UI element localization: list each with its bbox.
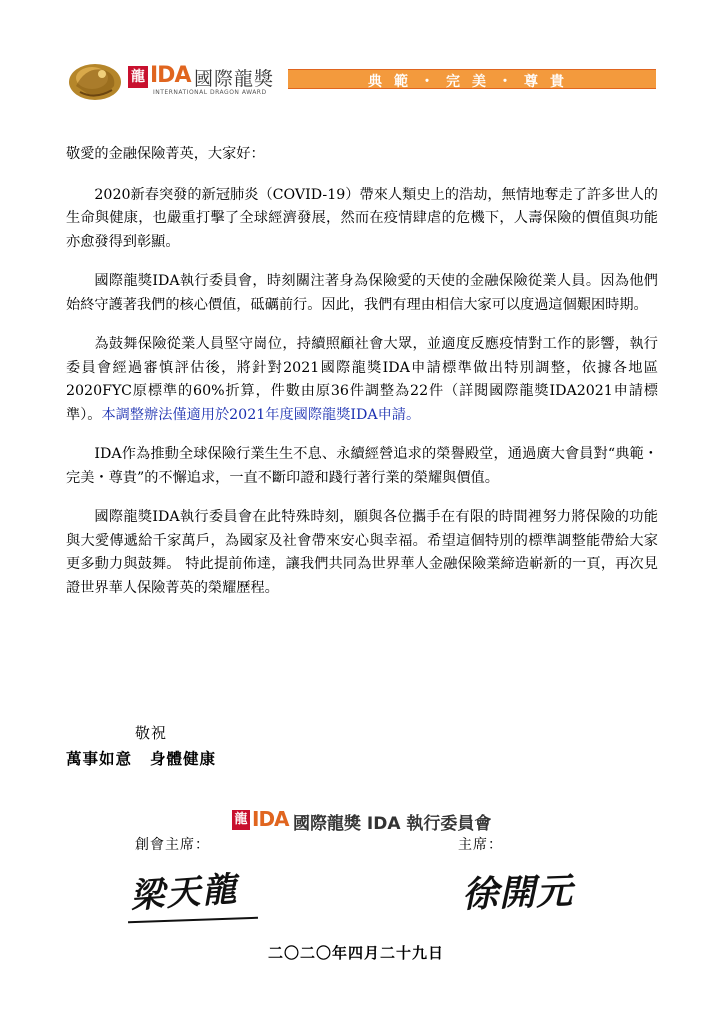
chair-signature: 徐開元 — [461, 870, 574, 916]
paragraph-3-highlight: 本調整辦法僅適用於2021年度國際龍獎IDA申請。 — [101, 406, 421, 423]
salutation: 敬愛的金融保險菁英，大家好： — [66, 146, 265, 162]
paragraph-4: IDA作為推動全球保險行業生生不息、永續經營追求的榮譽殿堂，通過廣大會員對“典範・完美・尊貴”的不懈追求，一直不斷印證和踐行著行業的榮耀與價值。 — [66, 446, 658, 486]
paragraph-3-main: 為鼓舞保險從業人員堅守崗位，持續照顧社會大眾，並適度反應疫情對工作的影響，執行委員會經過審慎評估後，將針對2021國際龍獎IDA申請標準做出特別調整，依據各地區2020FYC原標準的60%折算，件數由原36件調整為22件（詳閱國際龍獎IDA2021申請標準）。 — [66, 336, 658, 423]
logo-dragon-mark: 龍 — [128, 66, 148, 88]
wish-1: 萬事如意 — [66, 749, 133, 768]
wish-2: 身體健康 — [150, 749, 217, 768]
paragraph-2: 國際龍獎IDA執行委員會，時刻關注著身為保險愛的天使的金融保險從業人員。因為他們始終守護著我們的核心價值，砥礪前行。因此，我們有理由相信大家可以度過這個艱困時期。 — [66, 273, 658, 313]
letter-body — [66, 143, 658, 616]
logo-ida-text: IDA — [150, 63, 191, 88]
slogan-bar — [288, 69, 656, 89]
paragraph-3 — [66, 333, 658, 427]
closing-greeting: 敬祝 — [135, 724, 168, 742]
closing-wishes — [66, 747, 216, 769]
paragraph-5: 國際龍獎IDA執行委員會在此特殊時刻，願與各位攜手在有限的時間裡努力將保險的功能與大愛傳遞給千家萬戶，為國家及社會帶來安心與幸福。希望這個特別的標準調整能帶給大家更多動力與鼓舞。 特此提前佈達，讓我們共同為世界華人金融保險業締造嶄新的一頁，再次見證世界華人保險菁英的榮耀歷程。 — [66, 509, 658, 596]
letterhead — [66, 56, 656, 104]
slogan-text: 典範・完美・尊貴 — [368, 74, 576, 90]
logo-english-name: INTERNATIONAL DRAGON AWARD — [153, 89, 267, 96]
org-ida-text: IDA — [252, 807, 289, 831]
founder-label: 創會主席： — [135, 837, 210, 853]
founder-signature: 梁天龍 — [128, 869, 240, 917]
chair-label: 主席： — [458, 837, 503, 853]
org-dragon-mark: 龍 — [232, 810, 250, 830]
logo-chinese-name: 國際龍獎 — [194, 68, 275, 90]
committee-name-block — [232, 808, 512, 832]
dragon-trophy-logo-icon — [66, 56, 124, 102]
founder-signature-underline — [128, 917, 258, 923]
letter-date: 二〇二〇年四月二十九日 — [268, 944, 445, 962]
paragraph-1: 2020新春突發的新冠肺炎（COVID-19）帶來人類史上的浩劫，無情地奪走了許多世人的生命與健康，也嚴重打擊了全球經濟發展，然而在疫情肆虐的危機下，人壽保險的價值與功能亦愈發得到彰顯。 — [66, 186, 658, 250]
committee-name: 國際龍獎 IDA 執行委員會 — [293, 814, 492, 834]
